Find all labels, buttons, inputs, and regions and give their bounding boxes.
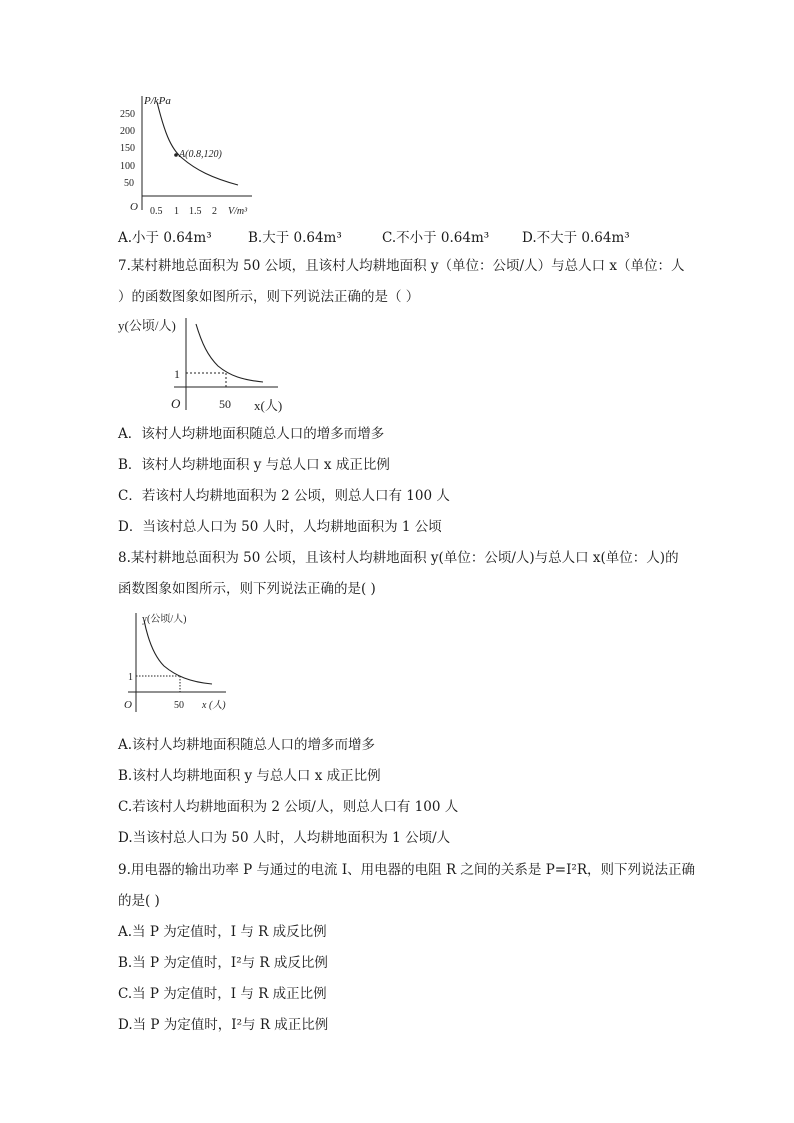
q9-option-b[interactable]: B.当 P 为定值时，I²与 R 成反比例 <box>118 955 328 971</box>
x-axis-label: x (人) <box>202 700 226 711</box>
q7-stem-line1: 7.某村耕地总面积为 50 公顷，且该村人均耕地面积 y（单位：公顷/人）与总人口 x（单位：人 <box>118 258 685 274</box>
q7-graph <box>118 316 288 416</box>
q8-option-a[interactable]: A.该村人均耕地面积随总人口的增多而增多 <box>118 737 376 753</box>
option-c[interactable]: C.不小于 0.64m³ <box>382 230 490 246</box>
tick-x-50: 50 <box>219 397 231 411</box>
x-tick: 2 <box>212 206 217 217</box>
x-tick: 1 <box>174 206 179 217</box>
origin-label: O <box>124 699 132 711</box>
tick-x-50: 50 <box>174 700 184 711</box>
q9-option-c[interactable]: C.当 P 为定值时，I 与 R 成正比例 <box>118 986 327 1002</box>
option-d[interactable]: D.不大于 0.64m³ <box>522 230 630 246</box>
q7-option-c[interactable]: C．若该村人均耕地面积为 2 公顷，则总人口有 100 人 <box>118 488 450 504</box>
y-tick: 50 <box>124 178 134 189</box>
q8-graph <box>118 610 238 715</box>
y-axis-label: y(公顷/人) <box>142 614 187 625</box>
q9-stem-line2: 的是( ) <box>118 893 160 909</box>
x-axis-label: V/m³ <box>228 206 248 217</box>
q7-option-b[interactable]: B．该村人均耕地面积 y 与总人口 x 成正比例 <box>118 457 390 473</box>
tick-y-1: 1 <box>128 672 133 683</box>
y-tick: 250 <box>120 109 135 120</box>
option-a[interactable]: A.小于 0.64m³ <box>118 230 212 246</box>
q7-option-a[interactable]: A．该村人均耕地面积随总人口的增多而增多 <box>118 426 385 442</box>
pressure-volume-graph <box>112 90 262 220</box>
point-a <box>174 153 178 157</box>
hyperbola-curve <box>144 620 212 684</box>
q9-option-d[interactable]: D.当 P 为定值时，I²与 R 成正比例 <box>118 1017 329 1033</box>
q7-option-d[interactable]: D．当该村总人口为 50 人时，人均耕地面积为 1 公顷 <box>118 519 442 535</box>
q7-stem-line2: ）的函数图象如图所示，则下列说法正确的是（ ） <box>118 289 420 305</box>
option-b[interactable]: B.大于 0.64m³ <box>248 230 342 246</box>
origin-label: O <box>130 201 138 213</box>
q8-stem-line1: 8.某村耕地总面积为 50 公顷，且该村人均耕地面积 y(单位：公顷/人)与总人口 x(单位：人)的 <box>118 550 679 566</box>
origin-label: O <box>171 396 181 411</box>
x-axis-label: x(人) <box>254 398 283 413</box>
q8-option-d[interactable]: D.当该村总人口为 50 人时，人均耕地面积为 1 公顷/人 <box>118 830 451 846</box>
tick-y-1: 1 <box>174 367 180 381</box>
y-tick: 200 <box>120 126 135 137</box>
y-tick: 100 <box>120 161 135 172</box>
y-axis-label: P/kPa <box>144 95 171 107</box>
q8-option-c[interactable]: C.若该村人均耕地面积为 2 公顷/人，则总人口有 100 人 <box>118 799 459 815</box>
point-a-label: A(0.8,120) <box>179 149 222 160</box>
x-tick: 1.5 <box>189 206 202 217</box>
q9-option-a[interactable]: A.当 P 为定值时，I 与 R 成反比例 <box>118 924 327 940</box>
q8-option-b[interactable]: B.该村人均耕地面积 y 与总人口 x 成正比例 <box>118 768 381 784</box>
y-axis-label: y(公顷/人) <box>118 318 176 333</box>
x-tick: 0.5 <box>150 206 163 217</box>
q9-stem-line1: 9.用电器的输出功率 P 与通过的电流 I、用电器的电阻 R 之间的关系是 P=I²R，则下列说法正确 <box>118 862 696 878</box>
q8-stem-line2: 函数图象如图所示，则下列说法正确的是( ) <box>118 581 376 597</box>
y-tick: 150 <box>120 143 135 154</box>
